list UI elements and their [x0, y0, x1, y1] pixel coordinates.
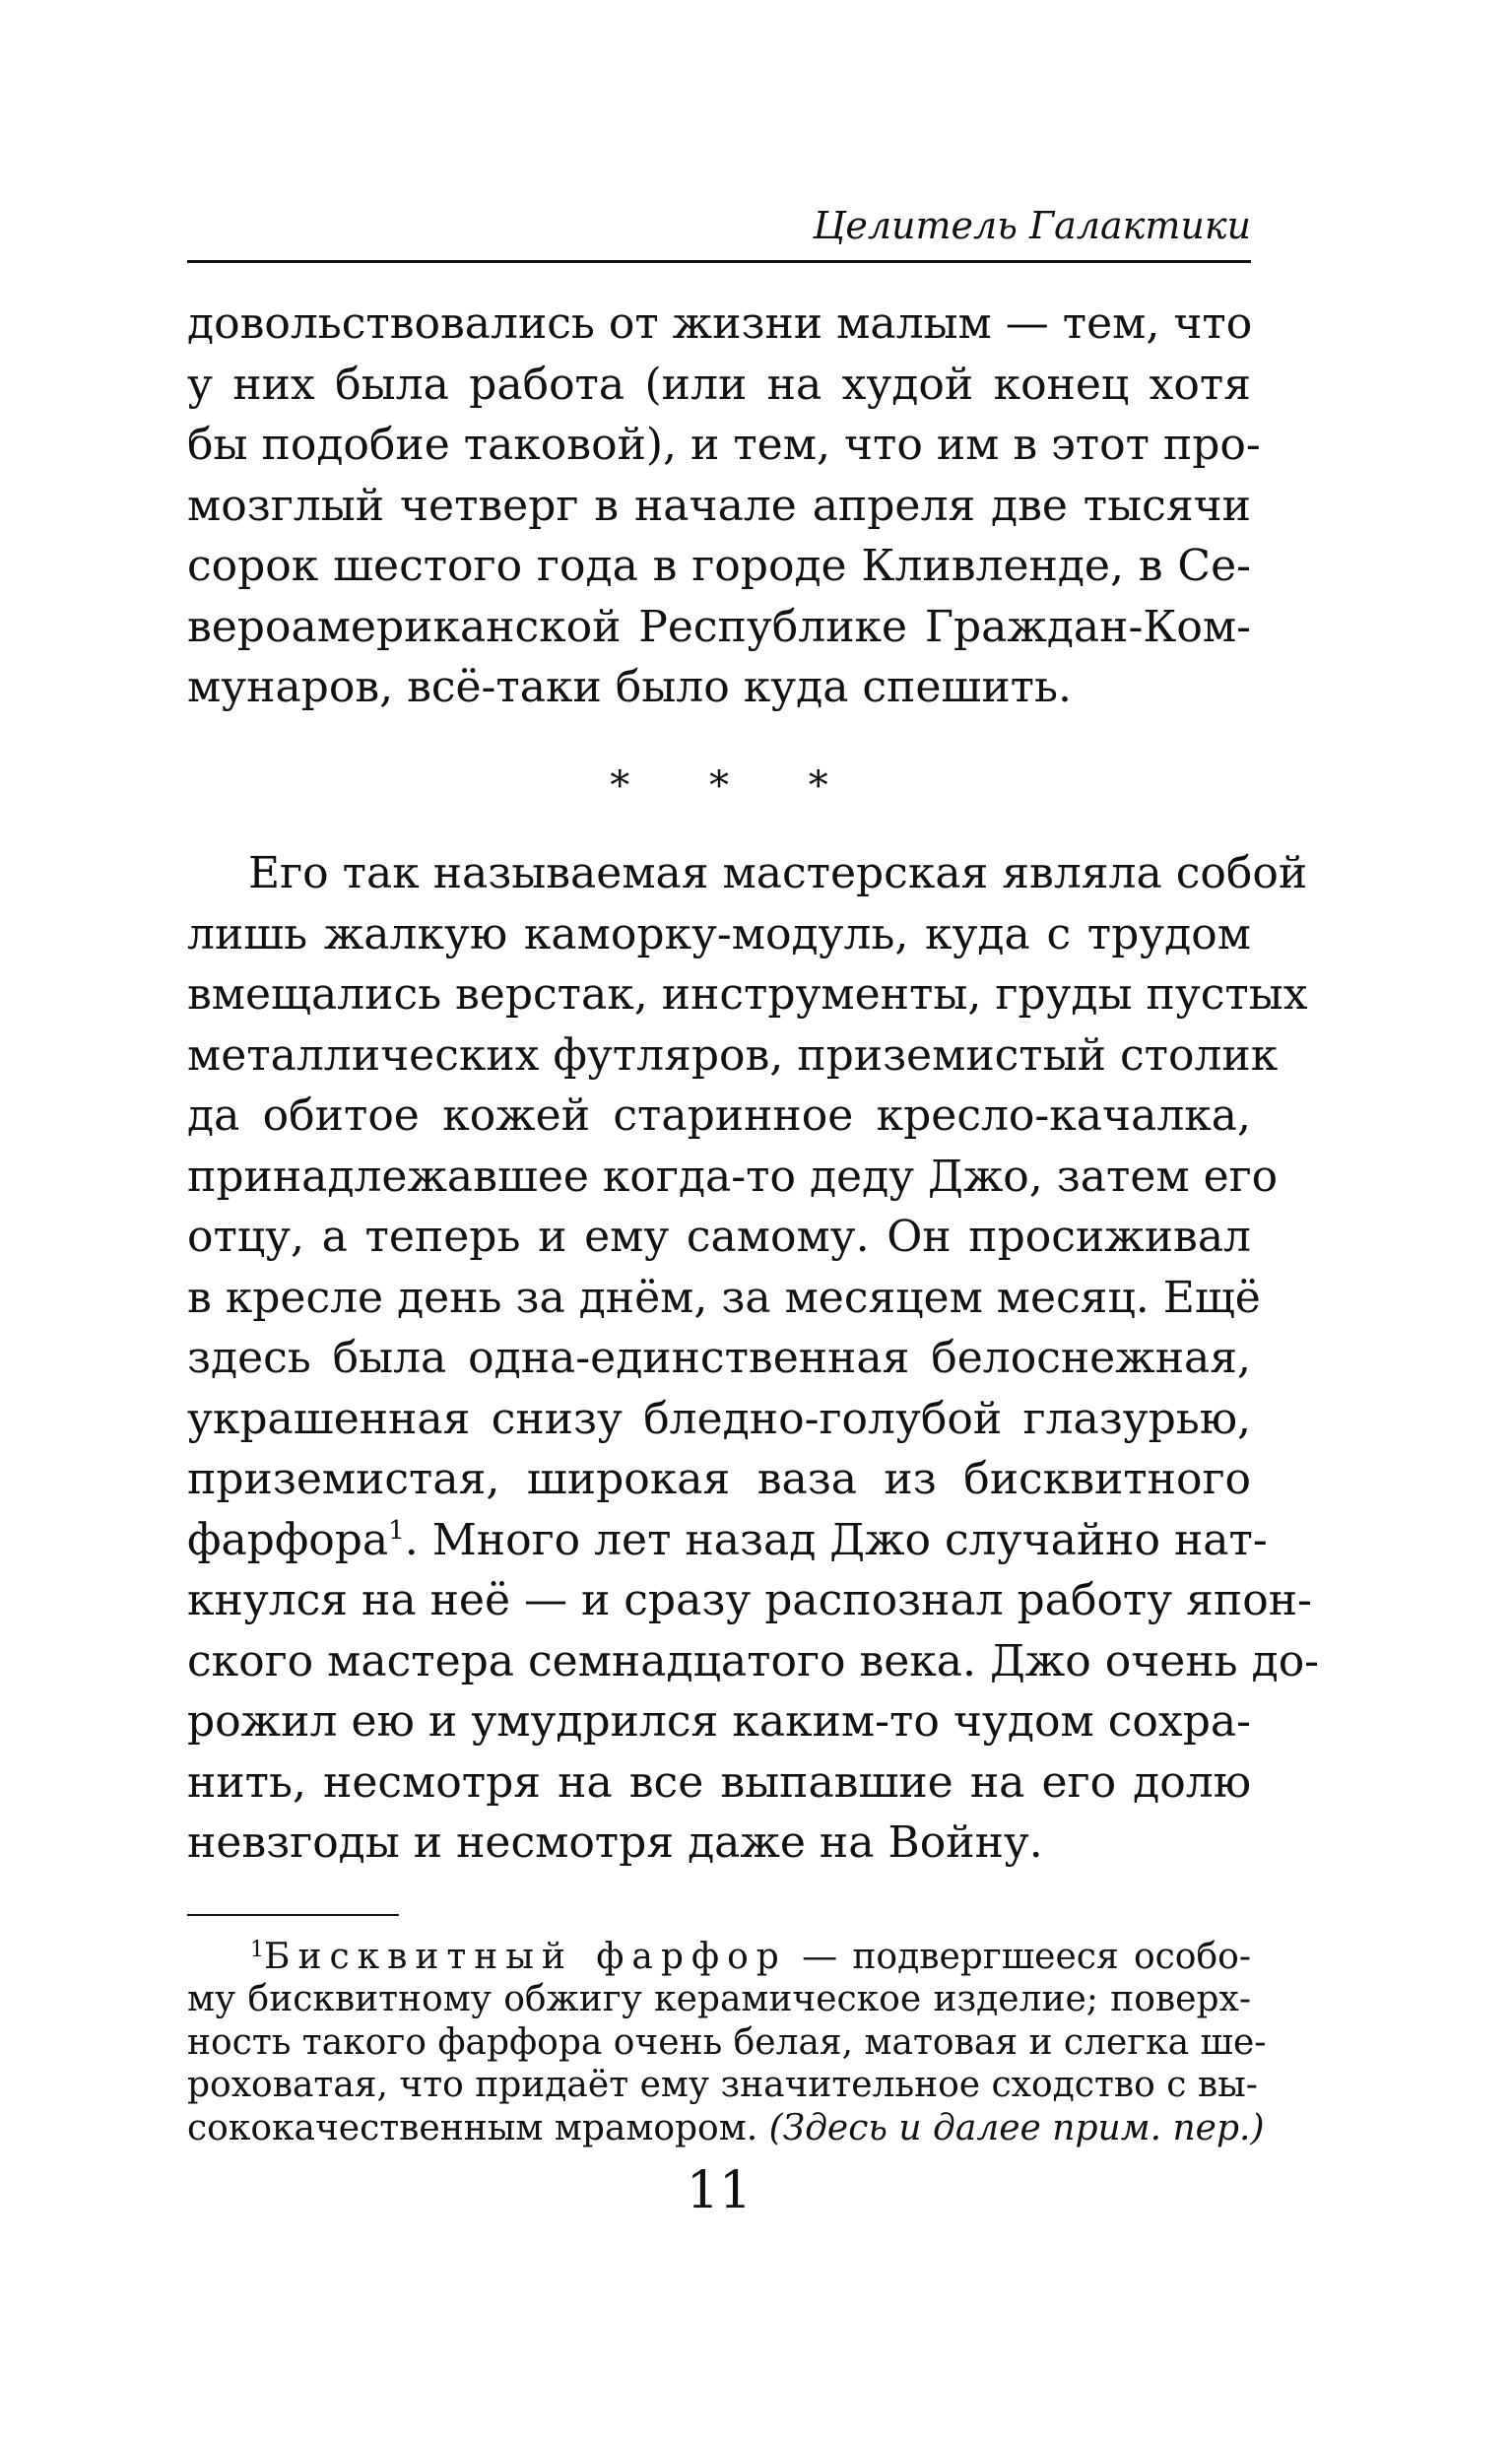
text-line: бы подобие таковой), и тем, что им в этот про- — [187, 420, 1261, 470]
footnote-line: му бисквитному обжигу керамическое изделие; поверх- — [187, 1979, 1251, 2020]
footnote-marker: 1 — [250, 1938, 264, 1962]
text-line: в кресле день за днём, за месяцем месяц. Ещё — [187, 1272, 1261, 1323]
translator-note: (Здесь и далее прим. пер.) — [768, 2107, 1265, 2148]
text-line: принадлежавшее когда-то деду Джо, затем его — [187, 1151, 1279, 1202]
text-line: ского мастера семнадцатого века. Джо очень до- — [187, 1635, 1320, 1686]
text-line: мозглый четверг в начале апреля две тысячи — [187, 480, 1251, 531]
text-line: кнулся на неё — и сразу распознал работу япон- — [187, 1575, 1312, 1625]
section-break: * * * — [610, 763, 862, 809]
text-fragment: — подвергшееся особо- — [786, 1937, 1251, 1977]
text-line: отцу, а теперь и ему самому. Он просиживал — [187, 1212, 1251, 1262]
text-line: Его так называемая мастерская являла собой — [248, 848, 1308, 898]
footnote-line — [187, 2107, 1265, 2149]
text-line: сорок шестого года в городе Кливленде, в Се- — [187, 541, 1251, 591]
text-line: металлических футляров, приземистый столик — [187, 1029, 1279, 1081]
text-line: приземистая, широкая ваза из бисквитного — [187, 1454, 1251, 1504]
text-line: нить, несмотря на все выпавшие на его долю — [187, 1756, 1251, 1808]
text-line: рожил ею и умудрился каким-то чудом сохра- — [187, 1696, 1251, 1747]
text-fragment: сококачественным мрамором. — [187, 2107, 758, 2148]
footnote-rule — [187, 1914, 399, 1916]
text-line: вероамериканской Республике Граждан-Ком- — [187, 601, 1251, 652]
text-line: мунаров, всё-таки было куда спешить. — [187, 662, 1072, 712]
running-head: Целитель Галактики — [813, 204, 1251, 247]
text-line: да обитое кожей старинное кресло-качалка, — [187, 1090, 1251, 1141]
page-number: 11 — [686, 2161, 753, 2220]
text-line: вмещались верстак, инструменты, груды пустых — [187, 969, 1308, 1020]
text-fragment: фарфора — [187, 1514, 389, 1565]
text-line: украшенная снизу бледно-голубой глазурью, — [187, 1393, 1251, 1444]
text-line: невзгоды и несмотря даже на Войну. — [187, 1817, 1043, 1868]
footnote-line: роховатая, что придаёт ему значительное сходство с вы- — [187, 2065, 1258, 2106]
header-rule — [187, 260, 1251, 263]
text-line: довольствовались от жизни малым — тем, что — [187, 298, 1253, 349]
text-line-with-footnote-ref: фарфора$^1$. Много лет назад Джо случайно нат- — [187, 1514, 1268, 1565]
text-fragment: Много лет назад Джо случайно нат- — [431, 1514, 1268, 1565]
text-line: лишь жалкую каморку-модуль, куда с трудом — [187, 908, 1251, 959]
text-line: здесь была одна-единственная белоснежная, — [187, 1333, 1251, 1383]
paragraph-2 — [187, 843, 1320, 1874]
footnote-reference: 1 — [388, 1515, 405, 1546]
footnote-term: Бисквитный фарфор — [264, 1937, 787, 1977]
footnote-line: ность такого фарфора очень белая, матовая и слегка ше- — [187, 2021, 1267, 2063]
paragraph-1 — [187, 294, 1261, 718]
text-line: у них была работа (или на худой конец хотя — [187, 359, 1251, 410]
footnote — [187, 1936, 1267, 2149]
footnote-line — [187, 1936, 1251, 1978]
